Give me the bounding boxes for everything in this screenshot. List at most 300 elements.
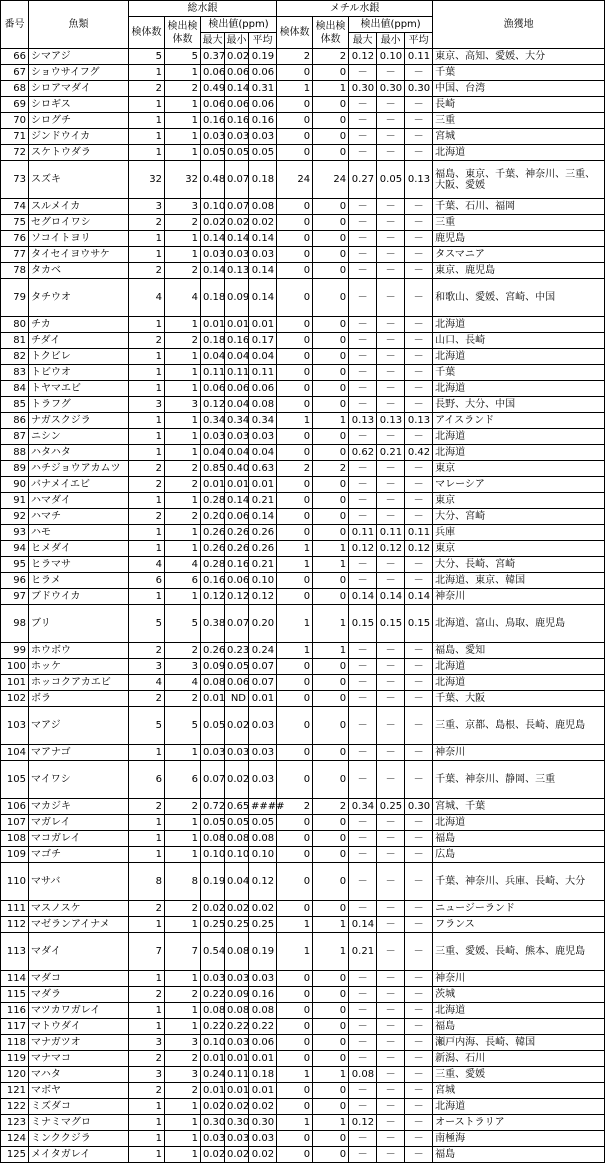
total-max: 0.12 bbox=[201, 397, 225, 413]
total-detected: 2 bbox=[165, 1083, 201, 1099]
methyl-min: － bbox=[377, 461, 405, 477]
fish-name: マゴチ bbox=[29, 847, 129, 863]
total-samples: 2 bbox=[129, 81, 165, 97]
methyl-detected: 0 bbox=[313, 429, 349, 445]
row-number: 78 bbox=[1, 263, 29, 279]
fish-name: マゼランアイナメ bbox=[29, 917, 129, 933]
methyl-min: － bbox=[377, 1115, 405, 1131]
table-row bbox=[1, 573, 605, 589]
methyl-detected: 0 bbox=[313, 971, 349, 987]
table-row bbox=[1, 525, 605, 541]
total-max: 0.02 bbox=[201, 1099, 225, 1115]
total-min: 0.16 bbox=[225, 557, 249, 573]
total-samples: 3 bbox=[129, 397, 165, 413]
table-row bbox=[1, 659, 605, 675]
total-samples: 2 bbox=[129, 215, 165, 231]
table-row bbox=[1, 161, 605, 199]
methyl-min: － bbox=[377, 493, 405, 509]
total-avg: 0.01 bbox=[249, 691, 277, 707]
methyl-max: － bbox=[349, 1099, 377, 1115]
methyl-min: 0.13 bbox=[377, 413, 405, 429]
methyl-samples: 0 bbox=[277, 831, 313, 847]
catch-area: 兵庫 bbox=[433, 525, 605, 541]
total-max: 0.20 bbox=[201, 509, 225, 525]
table-row bbox=[1, 691, 605, 707]
methyl-max: － bbox=[349, 675, 377, 691]
catch-area: 瀬戸内海、長崎、韓国 bbox=[433, 1035, 605, 1051]
methyl-avg: － bbox=[405, 113, 433, 129]
methyl-min: － bbox=[377, 707, 405, 745]
fish-name: トクビレ bbox=[29, 349, 129, 365]
total-samples: 4 bbox=[129, 675, 165, 691]
methyl-avg: － bbox=[405, 1035, 433, 1051]
total-samples: 1 bbox=[129, 1147, 165, 1163]
methyl-avg: － bbox=[405, 65, 433, 81]
methyl-max: － bbox=[349, 901, 377, 917]
methyl-samples: 0 bbox=[277, 675, 313, 691]
methyl-avg: － bbox=[405, 745, 433, 761]
methyl-detected: 0 bbox=[313, 65, 349, 81]
fish-name: マガレイ bbox=[29, 815, 129, 831]
header-methyl-min: 最小 bbox=[377, 33, 405, 49]
catch-area: 千葉、石川、福岡 bbox=[433, 199, 605, 215]
total-avg: 0.06 bbox=[249, 97, 277, 113]
methyl-max: － bbox=[349, 247, 377, 263]
total-samples: 3 bbox=[129, 199, 165, 215]
table-row bbox=[1, 761, 605, 799]
table-row bbox=[1, 81, 605, 97]
methyl-avg: － bbox=[405, 1051, 433, 1067]
methyl-avg: 0.30 bbox=[405, 81, 433, 97]
total-max: 0.25 bbox=[201, 917, 225, 933]
catch-area: フランス bbox=[433, 917, 605, 933]
row-number: 72 bbox=[1, 145, 29, 161]
total-samples: 1 bbox=[129, 231, 165, 247]
total-max: 0.01 bbox=[201, 317, 225, 333]
total-avg: 0.14 bbox=[249, 279, 277, 317]
methyl-avg: － bbox=[405, 1003, 433, 1019]
methyl-samples: 1 bbox=[277, 1067, 313, 1083]
methyl-avg: 0.11 bbox=[405, 49, 433, 65]
total-min: 0.30 bbox=[225, 1115, 249, 1131]
total-max: 0.26 bbox=[201, 643, 225, 659]
methyl-min: － bbox=[377, 643, 405, 659]
row-number: 125 bbox=[1, 1147, 29, 1163]
row-number: 67 bbox=[1, 65, 29, 81]
methyl-samples: 0 bbox=[277, 525, 313, 541]
catch-area: 三重、愛媛、長崎、熊本、鹿児島 bbox=[433, 933, 605, 971]
total-max: 0.24 bbox=[201, 1067, 225, 1083]
methyl-detected: 0 bbox=[313, 199, 349, 215]
methyl-detected: 1 bbox=[313, 917, 349, 933]
catch-area: 広島 bbox=[433, 847, 605, 863]
methyl-samples: 1 bbox=[277, 413, 313, 429]
methyl-max: 0.14 bbox=[349, 917, 377, 933]
total-min: 0.34 bbox=[225, 413, 249, 429]
methyl-detected: 0 bbox=[313, 589, 349, 605]
total-detected: 8 bbox=[165, 863, 201, 901]
total-max: 0.03 bbox=[201, 1131, 225, 1147]
catch-area: 東京、鹿児島 bbox=[433, 263, 605, 279]
row-number: 79 bbox=[1, 279, 29, 317]
total-min: 0.06 bbox=[225, 509, 249, 525]
header-methyl-avg: 平均 bbox=[405, 33, 433, 49]
total-max: 0.48 bbox=[201, 161, 225, 199]
methyl-max: － bbox=[349, 333, 377, 349]
methyl-samples: 0 bbox=[277, 113, 313, 129]
methyl-samples: 0 bbox=[277, 477, 313, 493]
methyl-samples: 0 bbox=[277, 247, 313, 263]
methyl-samples: 0 bbox=[277, 761, 313, 799]
fish-name: ハモ bbox=[29, 525, 129, 541]
methyl-min: － bbox=[377, 65, 405, 81]
total-samples: 1 bbox=[129, 381, 165, 397]
methyl-avg: － bbox=[405, 279, 433, 317]
fish-name: マカジキ bbox=[29, 799, 129, 815]
methyl-max: 0.11 bbox=[349, 525, 377, 541]
total-samples: 5 bbox=[129, 49, 165, 65]
methyl-avg: － bbox=[405, 493, 433, 509]
total-max: 0.08 bbox=[201, 831, 225, 847]
total-max: 0.54 bbox=[201, 933, 225, 971]
row-number: 73 bbox=[1, 161, 29, 199]
total-detected: 1 bbox=[165, 145, 201, 161]
methyl-avg: － bbox=[405, 933, 433, 971]
total-avg: 0.03 bbox=[249, 707, 277, 745]
methyl-min: － bbox=[377, 381, 405, 397]
total-avg: 0.21 bbox=[249, 557, 277, 573]
table-row bbox=[1, 215, 605, 231]
methyl-max: － bbox=[349, 1131, 377, 1147]
methyl-samples: 0 bbox=[277, 509, 313, 525]
table-row bbox=[1, 199, 605, 215]
table-row bbox=[1, 605, 605, 643]
methyl-min: － bbox=[377, 279, 405, 317]
total-detected: 1 bbox=[165, 847, 201, 863]
methyl-min: 0.10 bbox=[377, 49, 405, 65]
methyl-samples: 0 bbox=[277, 65, 313, 81]
fish-name: シマアジ bbox=[29, 49, 129, 65]
total-samples: 1 bbox=[129, 1019, 165, 1035]
total-min: 0.16 bbox=[225, 113, 249, 129]
total-min: 0.01 bbox=[225, 477, 249, 493]
methyl-samples: 0 bbox=[277, 1131, 313, 1147]
row-number: 76 bbox=[1, 231, 29, 247]
total-samples: 4 bbox=[129, 557, 165, 573]
methyl-detected: 0 bbox=[313, 113, 349, 129]
total-avg: 0.03 bbox=[249, 1131, 277, 1147]
total-min: 0.02 bbox=[225, 761, 249, 799]
table-body bbox=[1, 49, 605, 1163]
methyl-samples: 0 bbox=[277, 129, 313, 145]
total-min: 0.11 bbox=[225, 1067, 249, 1083]
total-min: 0.02 bbox=[225, 901, 249, 917]
methyl-detected: 0 bbox=[313, 231, 349, 247]
methyl-min: － bbox=[377, 263, 405, 279]
row-number: 116 bbox=[1, 1003, 29, 1019]
table-row bbox=[1, 971, 605, 987]
methyl-avg: 0.30 bbox=[405, 799, 433, 815]
row-number: 113 bbox=[1, 933, 29, 971]
fish-name: トビウオ bbox=[29, 365, 129, 381]
total-detected: 1 bbox=[165, 247, 201, 263]
total-detected: 1 bbox=[165, 413, 201, 429]
methyl-avg: － bbox=[405, 1019, 433, 1035]
catch-area: 和歌山、愛媛、宮崎、中国 bbox=[433, 279, 605, 317]
total-min: 0.65 bbox=[225, 799, 249, 815]
total-avg: 0.24 bbox=[249, 643, 277, 659]
methyl-min: － bbox=[377, 215, 405, 231]
methyl-max: － bbox=[349, 215, 377, 231]
row-number: 90 bbox=[1, 477, 29, 493]
total-avg: 0.04 bbox=[249, 445, 277, 461]
header-total-min: 最小 bbox=[225, 33, 249, 49]
table-row bbox=[1, 1003, 605, 1019]
total-max: 0.03 bbox=[201, 129, 225, 145]
row-number: 70 bbox=[1, 113, 29, 129]
total-detected: 1 bbox=[165, 429, 201, 445]
methyl-max: － bbox=[349, 231, 377, 247]
row-number: 106 bbox=[1, 799, 29, 815]
methyl-samples: 0 bbox=[277, 1051, 313, 1067]
table-row bbox=[1, 643, 605, 659]
methyl-samples: 0 bbox=[277, 333, 313, 349]
methyl-min: 0.11 bbox=[377, 525, 405, 541]
total-avg: 0.01 bbox=[249, 1051, 277, 1067]
total-min: 0.01 bbox=[225, 317, 249, 333]
total-detected: 2 bbox=[165, 263, 201, 279]
total-detected: 1 bbox=[165, 541, 201, 557]
methyl-max: － bbox=[349, 509, 377, 525]
total-min: 0.07 bbox=[225, 161, 249, 199]
total-min: 0.05 bbox=[225, 815, 249, 831]
methyl-avg: － bbox=[405, 333, 433, 349]
methyl-max: － bbox=[349, 847, 377, 863]
catch-area: 千葉 bbox=[433, 365, 605, 381]
total-avg: 0.02 bbox=[249, 901, 277, 917]
methyl-avg: － bbox=[405, 675, 433, 691]
total-samples: 2 bbox=[129, 263, 165, 279]
table-row bbox=[1, 145, 605, 161]
fish-name: マトウダイ bbox=[29, 1019, 129, 1035]
methyl-samples: 0 bbox=[277, 279, 313, 317]
total-detected: 1 bbox=[165, 589, 201, 605]
row-number: 107 bbox=[1, 815, 29, 831]
total-min: 0.25 bbox=[225, 917, 249, 933]
methyl-max: － bbox=[349, 429, 377, 445]
table-row bbox=[1, 349, 605, 365]
fish-name: ヒメダイ bbox=[29, 541, 129, 557]
total-max: 0.19 bbox=[201, 863, 225, 901]
methyl-max: － bbox=[349, 815, 377, 831]
methyl-max: － bbox=[349, 643, 377, 659]
total-max: 0.26 bbox=[201, 541, 225, 557]
total-avg: 0.03 bbox=[249, 761, 277, 799]
methyl-samples: 0 bbox=[277, 145, 313, 161]
total-avg: 0.06 bbox=[249, 1035, 277, 1051]
methyl-min: － bbox=[377, 365, 405, 381]
methyl-samples: 0 bbox=[277, 1035, 313, 1051]
header-total-detected-value: 検出値(ppm) bbox=[201, 17, 277, 33]
methyl-samples: 0 bbox=[277, 1003, 313, 1019]
total-max: 0.28 bbox=[201, 493, 225, 509]
total-min: ND bbox=[225, 691, 249, 707]
row-number: 96 bbox=[1, 573, 29, 589]
total-samples: 1 bbox=[129, 745, 165, 761]
fish-name: スケトウダラ bbox=[29, 145, 129, 161]
total-detected: 2 bbox=[165, 461, 201, 477]
total-min: 0.26 bbox=[225, 541, 249, 557]
fish-name: マナガツオ bbox=[29, 1035, 129, 1051]
table-row bbox=[1, 707, 605, 745]
total-detected: 2 bbox=[165, 1051, 201, 1067]
methyl-max: 0.21 bbox=[349, 933, 377, 971]
total-avg: 0.03 bbox=[249, 429, 277, 445]
methyl-avg: － bbox=[405, 263, 433, 279]
catch-area: 三重、愛媛 bbox=[433, 1067, 605, 1083]
total-detected: 1 bbox=[165, 1003, 201, 1019]
methyl-min: 0.25 bbox=[377, 799, 405, 815]
methyl-avg: － bbox=[405, 247, 433, 263]
methyl-samples: 0 bbox=[277, 901, 313, 917]
total-detected: 1 bbox=[165, 113, 201, 129]
table-row bbox=[1, 263, 605, 279]
total-samples: 1 bbox=[129, 831, 165, 847]
total-detected: 1 bbox=[165, 917, 201, 933]
total-samples: 1 bbox=[129, 429, 165, 445]
methyl-detected: 0 bbox=[313, 863, 349, 901]
methyl-min: － bbox=[377, 1083, 405, 1099]
catch-area: 宮城 bbox=[433, 1083, 605, 1099]
row-number: 109 bbox=[1, 847, 29, 863]
total-max: 0.72 bbox=[201, 799, 225, 815]
methyl-min: － bbox=[377, 397, 405, 413]
total-samples: 1 bbox=[129, 1099, 165, 1115]
total-detected: 3 bbox=[165, 199, 201, 215]
total-max: 0.06 bbox=[201, 65, 225, 81]
methyl-detected: 0 bbox=[313, 525, 349, 541]
catch-area: 中国、台湾 bbox=[433, 81, 605, 97]
row-number: 89 bbox=[1, 461, 29, 477]
methyl-detected: 0 bbox=[313, 1131, 349, 1147]
total-samples: 2 bbox=[129, 691, 165, 707]
methyl-detected: 0 bbox=[313, 1003, 349, 1019]
fish-name: トラフグ bbox=[29, 397, 129, 413]
total-avg: 0.04 bbox=[249, 349, 277, 365]
table-row bbox=[1, 901, 605, 917]
methyl-min: － bbox=[377, 199, 405, 215]
methyl-min: － bbox=[377, 1131, 405, 1147]
methyl-samples: 0 bbox=[277, 1147, 313, 1163]
methyl-detected: 0 bbox=[313, 263, 349, 279]
row-number: 105 bbox=[1, 761, 29, 799]
header-total-samples: 検体数 bbox=[129, 17, 165, 49]
fish-name: ハマチ bbox=[29, 509, 129, 525]
total-avg: 0.14 bbox=[249, 509, 277, 525]
methyl-min: － bbox=[377, 659, 405, 675]
table-row bbox=[1, 1067, 605, 1083]
row-number: 122 bbox=[1, 1099, 29, 1115]
methyl-max: － bbox=[349, 691, 377, 707]
methyl-samples: 1 bbox=[277, 557, 313, 573]
table-row bbox=[1, 1019, 605, 1035]
total-max: 0.10 bbox=[201, 1035, 225, 1051]
table-row bbox=[1, 461, 605, 477]
fish-name: セグロイワシ bbox=[29, 215, 129, 231]
methyl-detected: 0 bbox=[313, 707, 349, 745]
table-row bbox=[1, 413, 605, 429]
total-max: 0.38 bbox=[201, 605, 225, 643]
total-max: 0.01 bbox=[201, 477, 225, 493]
row-number: 66 bbox=[1, 49, 29, 65]
total-detected: 1 bbox=[165, 525, 201, 541]
catch-area: 福島、東京、千葉、神奈川、三重、大阪、愛媛 bbox=[433, 161, 605, 199]
total-samples: 1 bbox=[129, 145, 165, 161]
methyl-min: － bbox=[377, 847, 405, 863]
catch-area: ニュージーランド bbox=[433, 901, 605, 917]
header-methyl-samples: 検体数 bbox=[277, 17, 313, 49]
total-max: 0.18 bbox=[201, 279, 225, 317]
total-detected: 1 bbox=[165, 1147, 201, 1163]
methyl-min: － bbox=[377, 113, 405, 129]
fish-name: バナメイエビ bbox=[29, 477, 129, 493]
methyl-min: － bbox=[377, 1003, 405, 1019]
table-row bbox=[1, 745, 605, 761]
methyl-min: － bbox=[377, 933, 405, 971]
total-max: 0.02 bbox=[201, 1147, 225, 1163]
table-row bbox=[1, 49, 605, 65]
total-avg: 0.11 bbox=[249, 365, 277, 381]
row-number: 117 bbox=[1, 1019, 29, 1035]
fish-name: マスノスケ bbox=[29, 901, 129, 917]
methyl-samples: 0 bbox=[277, 97, 313, 113]
methyl-min: － bbox=[377, 129, 405, 145]
total-detected: 2 bbox=[165, 987, 201, 1003]
methyl-samples: 1 bbox=[277, 605, 313, 643]
total-min: 0.10 bbox=[225, 847, 249, 863]
catch-area: 北海道、東京、韓国 bbox=[433, 573, 605, 589]
methyl-detected: 0 bbox=[313, 349, 349, 365]
total-min: 0.03 bbox=[225, 429, 249, 445]
methyl-samples: 0 bbox=[277, 215, 313, 231]
total-min: 0.02 bbox=[225, 215, 249, 231]
fish-name: マアジ bbox=[29, 707, 129, 745]
catch-area: 東京 bbox=[433, 461, 605, 477]
table-row bbox=[1, 231, 605, 247]
methyl-detected: 0 bbox=[313, 145, 349, 161]
methyl-samples: 0 bbox=[277, 745, 313, 761]
methyl-min: － bbox=[377, 247, 405, 263]
catch-area: 大分、宮崎 bbox=[433, 509, 605, 525]
fish-name: シログチ bbox=[29, 113, 129, 129]
total-min: 0.40 bbox=[225, 461, 249, 477]
table-header bbox=[1, 1, 605, 49]
catch-area: 宮城 bbox=[433, 129, 605, 145]
total-samples: 1 bbox=[129, 129, 165, 145]
total-min: 0.08 bbox=[225, 1003, 249, 1019]
catch-area: 北海道 bbox=[433, 1099, 605, 1115]
total-max: 0.01 bbox=[201, 691, 225, 707]
total-max: 0.34 bbox=[201, 413, 225, 429]
methyl-min: － bbox=[377, 349, 405, 365]
table-row bbox=[1, 917, 605, 933]
fish-name: マサバ bbox=[29, 863, 129, 901]
methyl-detected: 1 bbox=[313, 557, 349, 573]
total-detected: 3 bbox=[165, 659, 201, 675]
total-max: 0.01 bbox=[201, 1083, 225, 1099]
methyl-max: － bbox=[349, 745, 377, 761]
methyl-min: － bbox=[377, 691, 405, 707]
